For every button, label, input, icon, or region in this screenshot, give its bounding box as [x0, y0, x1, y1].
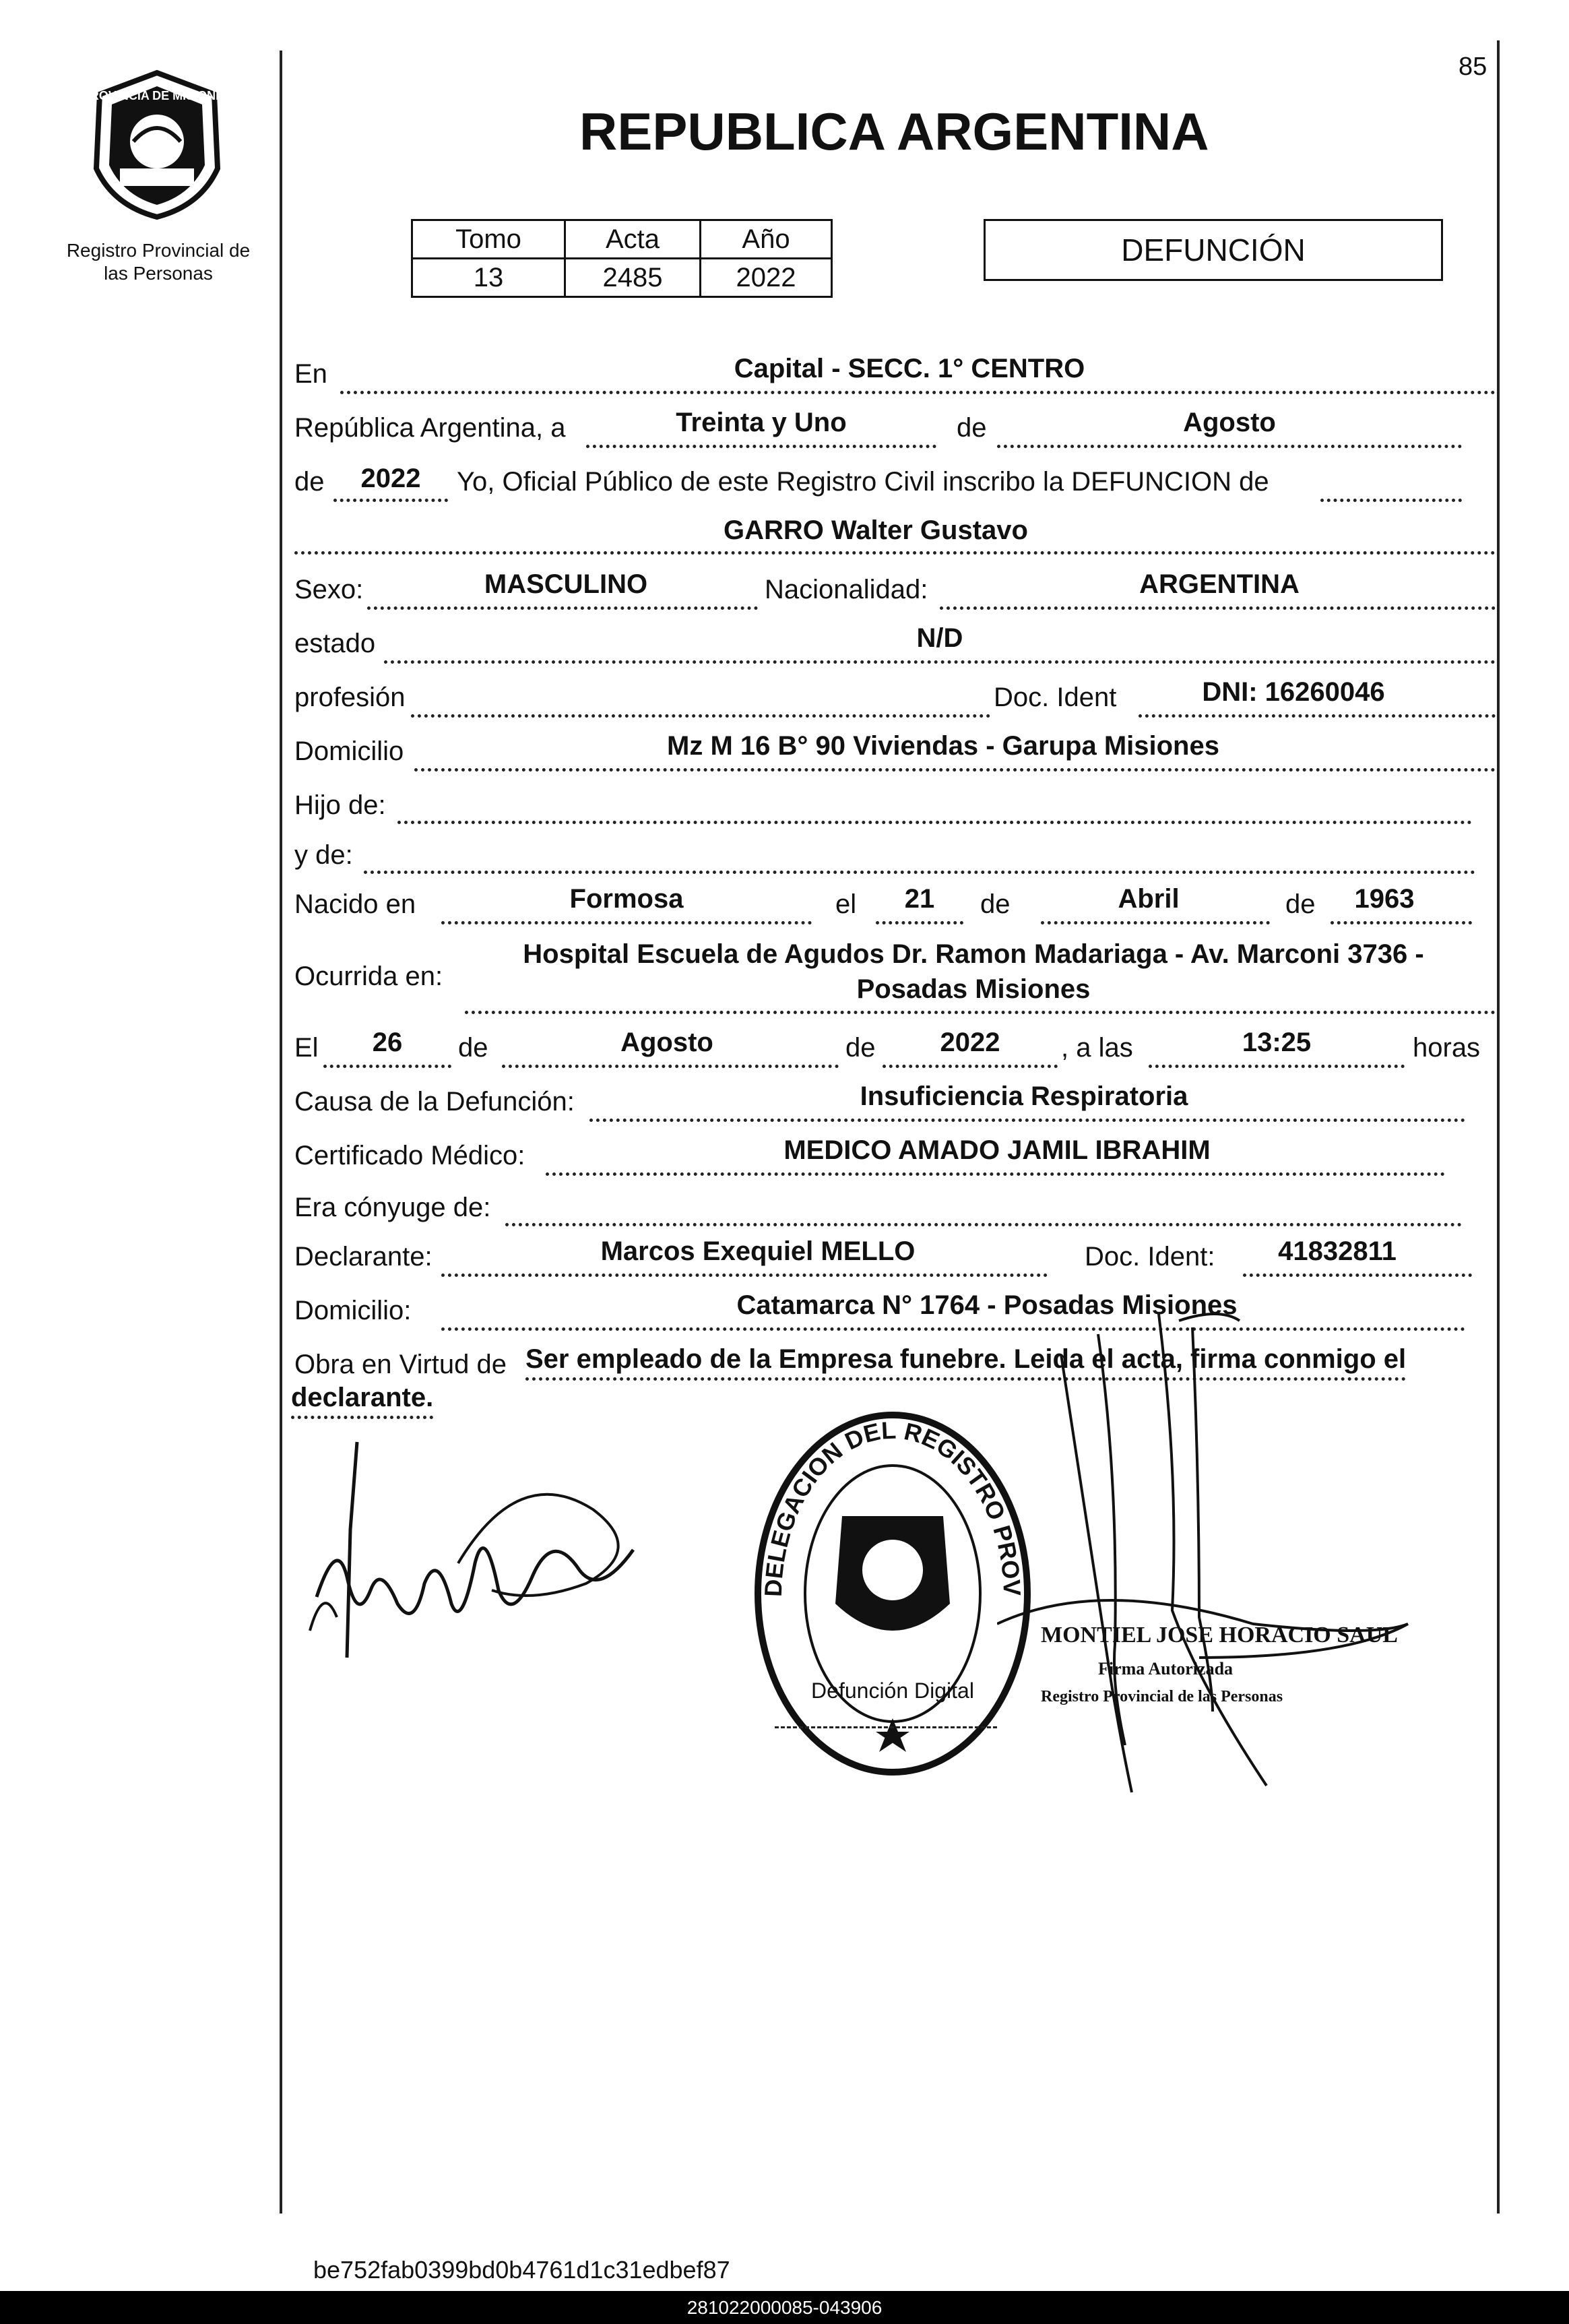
- death-time: 13:25: [1242, 1028, 1312, 1057]
- declarante-name: Marcos Exequiel MELLO: [600, 1236, 916, 1266]
- right-margin-rule: [1497, 40, 1500, 2213]
- document-hash: be752fab0399bd0b4761d1c31edbef87: [313, 2256, 730, 2284]
- registry-name: [47, 239, 269, 285]
- dotted-line: [505, 1223, 1462, 1226]
- dotted-line: [589, 1119, 1465, 1122]
- left-margin-rule: [280, 51, 282, 2213]
- birth-day: 21: [904, 884, 935, 914]
- label-hijo-de: Hijo de:: [294, 790, 386, 820]
- label-de: de: [294, 467, 325, 497]
- act-type-box: [984, 219, 1443, 281]
- act-type: DEFUNCIÓN: [1121, 232, 1306, 268]
- dotted-line: [1320, 499, 1462, 502]
- causa-value: Insuficiencia Respiratoria: [860, 1081, 1188, 1111]
- dotted-line: [441, 1274, 1048, 1277]
- birth-place: Formosa: [569, 884, 684, 914]
- province-emblem: [79, 67, 234, 222]
- doc-ident-value: DNI: 16260046: [1202, 677, 1385, 707]
- signature-dashed-line: [775, 1726, 997, 1728]
- officer-role: Firma Autorizada: [1098, 1659, 1234, 1678]
- registry-line-2: las Personas: [104, 263, 213, 284]
- label-nacionalidad: Nacionalidad:: [765, 575, 928, 604]
- ocurrida-line-2: Posadas Misiones: [856, 974, 1091, 1004]
- dotted-line: [397, 821, 1472, 824]
- label-sexo: Sexo:: [294, 575, 364, 604]
- label-declarante: Declarante:: [294, 1242, 433, 1271]
- dotted-line: [441, 921, 812, 924]
- dotted-line: [411, 714, 990, 718]
- ref-tomo: 13: [412, 259, 565, 297]
- label-el: El: [294, 1033, 319, 1063]
- registration-day-text: Treinta y Uno: [676, 408, 847, 437]
- dotted-line: [367, 606, 758, 610]
- registration-year: 2022: [360, 464, 421, 493]
- birth-year: 1963: [1354, 884, 1415, 914]
- dotted-line: [1331, 921, 1472, 924]
- label-republica: República Argentina, a: [294, 413, 566, 443]
- label-oficial: Yo, Oficial Público de este Registro Civil inscribo la DEFUNCION de: [457, 467, 1269, 497]
- label-domicilio-declarante: Domicilio:: [294, 1296, 412, 1325]
- label-estado: estado: [294, 629, 376, 658]
- label-de: de: [957, 413, 987, 443]
- document-title: REPUBLICA ARGENTINA: [579, 102, 1209, 161]
- death-day: 26: [372, 1028, 403, 1057]
- label-profesion: profesión: [294, 683, 406, 712]
- dotted-line: [384, 660, 1496, 664]
- label-de: de: [845, 1033, 876, 1063]
- officer-signature: [997, 1307, 1415, 1806]
- label-causa: Causa de la Defunción:: [294, 1087, 575, 1117]
- declarante-doc: 41832811: [1278, 1236, 1397, 1266]
- dotted-line: [364, 871, 1475, 874]
- reference-value-row: [412, 259, 832, 297]
- dotted-line: [1139, 714, 1496, 718]
- label-a-las: , a las: [1061, 1033, 1133, 1063]
- death-year: 2022: [940, 1028, 1000, 1057]
- label-obra: Obra en Virtud de: [294, 1350, 507, 1379]
- dotted-line: [1243, 1274, 1472, 1277]
- label-en: En: [294, 359, 327, 389]
- barcode-strip: [0, 2291, 1569, 2324]
- sexo-value: MASCULINO: [484, 569, 648, 599]
- label-el: el: [835, 889, 857, 919]
- barcode-id: 281022000085-043906: [686, 2296, 883, 2318]
- dotted-line: [414, 768, 1496, 772]
- dotted-line: [323, 1065, 451, 1068]
- domicilio-value: Mz M 16 B° 90 Viviendas - Garupa Misiones: [667, 731, 1219, 761]
- label-ocurrida-en: Ocurrida en:: [294, 962, 443, 991]
- dotted-line: [546, 1172, 1445, 1176]
- obra-line-1: Ser empleado de la Empresa funebre. Leida el acta, firma conmigo el: [525, 1344, 1406, 1381]
- dotted-line: [465, 1011, 1496, 1014]
- ref-ano: 2022: [701, 259, 832, 297]
- registry-line-1: Registro Provincial de: [66, 240, 251, 261]
- deceased-name: GARRO Walter Gustavo: [724, 515, 1028, 545]
- label-nacido-en: Nacido en: [294, 889, 416, 919]
- official-stamp: [748, 1402, 1037, 1779]
- certificado-value: MEDICO AMADO JAMIL IBRAHIM: [783, 1135, 1211, 1165]
- ref-header-tomo: Tomo: [412, 220, 565, 259]
- page-number: 85: [1459, 53, 1487, 81]
- label-de: de: [458, 1033, 488, 1063]
- declarant-signature: [296, 1428, 660, 1671]
- emblem-text: PROVINCIA DE MISIONES: [82, 89, 232, 102]
- dotted-line: [586, 445, 936, 448]
- label-y-de: y de:: [294, 840, 353, 870]
- label-de: de: [1285, 889, 1316, 919]
- nacionalidad-value: ARGENTINA: [1139, 569, 1300, 599]
- label-doc-ident-declarante: Doc. Ident:: [1085, 1242, 1215, 1271]
- dotted-line: [940, 606, 1496, 610]
- officer-name: MONTIEL JOSE HORACIO SAUL: [1041, 1623, 1398, 1647]
- dotted-line: [883, 1065, 1058, 1068]
- declarante-domicilio: Catamarca N° 1764 - Posadas Misiones: [736, 1290, 1238, 1320]
- dotted-line: [340, 391, 1496, 394]
- ref-acta: 2485: [565, 259, 701, 297]
- reference-header-row: [412, 220, 832, 259]
- ref-header-acta: Acta: [565, 220, 701, 259]
- dotted-line: [502, 1065, 839, 1068]
- dotted-line: [997, 445, 1462, 448]
- stamp-inner-text: Defunción Digital: [811, 1678, 974, 1703]
- ref-header-ano: Año: [701, 220, 832, 259]
- death-month: Agosto: [620, 1028, 713, 1057]
- label-doc-ident: Doc. Ident: [994, 683, 1117, 712]
- dotted-line: [333, 499, 448, 502]
- registration-place: Capital - SECC. 1° CENTRO: [734, 354, 1085, 383]
- label-certificado: Certificado Médico:: [294, 1141, 525, 1170]
- label-conyuge: Era cónyuge de:: [294, 1193, 491, 1222]
- registration-month: Agosto: [1183, 408, 1276, 437]
- label-horas: horas: [1413, 1033, 1481, 1063]
- estado-value: N/D: [916, 623, 963, 653]
- officer-registry: Registro Provincial de las Personas: [1041, 1688, 1283, 1705]
- dotted-line: [294, 551, 1496, 555]
- dotted-line: [1149, 1065, 1405, 1068]
- stamp-ring-text: DELEGACION DEL REGISTRO PROV: [759, 1416, 1027, 1598]
- dotted-line: [1041, 921, 1270, 924]
- label-domicilio: Domicilio: [294, 736, 404, 766]
- reference-table: [411, 219, 833, 298]
- label-de: de: [980, 889, 1011, 919]
- dotted-line: [876, 921, 963, 924]
- obra-line-2: declarante.: [291, 1383, 433, 1419]
- ocurrida-line-1: Hospital Escuela de Agudos Dr. Ramon Madariaga - Av. Marconi 3736 -: [523, 939, 1424, 969]
- birth-month: Abril: [1118, 884, 1180, 914]
